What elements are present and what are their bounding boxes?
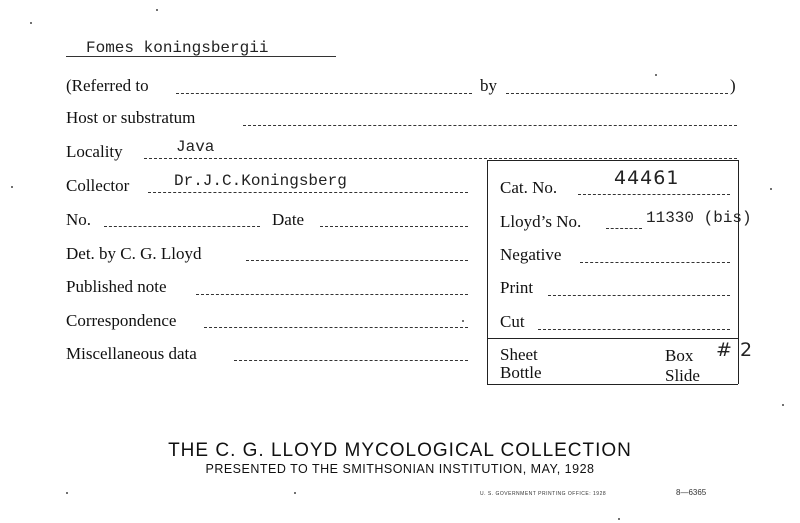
date-label: Date [272, 210, 305, 229]
cat-no-line [578, 194, 730, 195]
scan-speck [618, 518, 620, 520]
sheet-label: Sheet [500, 345, 538, 364]
negative-label: Negative [500, 245, 562, 264]
locality-value: Java [176, 138, 215, 156]
det-by-line [246, 260, 468, 261]
scan-speck [156, 9, 158, 11]
slide-label: Slide [665, 366, 700, 385]
species-name: Fomes koningsbergii [86, 39, 269, 57]
close-paren: ) [730, 76, 736, 95]
box-left-rule [487, 160, 488, 384]
published-note-label: Published note [66, 277, 167, 296]
scan-speck [294, 492, 296, 494]
cat-no-value: 44461 [614, 167, 680, 189]
lloyds-no-label: Lloyd’s No. [500, 212, 582, 231]
referred-to-label: (Referred to [66, 76, 149, 95]
scan-speck [462, 320, 464, 322]
bottle-label: Bottle [500, 363, 542, 382]
box-label: Box [665, 346, 694, 365]
scan-speck [782, 404, 784, 406]
scan-speck [770, 188, 772, 190]
collector-line [148, 192, 468, 193]
collector-label: Collector [66, 176, 130, 195]
print-line [548, 295, 730, 296]
negative-line [580, 262, 730, 263]
misc-data-line [234, 360, 468, 361]
scan-speck [11, 186, 13, 188]
det-by-label: Det. by C. G. Lloyd [66, 244, 202, 263]
published-note-line [196, 294, 468, 295]
box-value: # 2 [716, 339, 754, 361]
box-sheet-divider [487, 338, 738, 339]
print-label: Print [500, 278, 534, 297]
misc-data-label: Miscellaneous data [66, 344, 197, 363]
date-line [320, 226, 468, 227]
species-line [66, 56, 336, 57]
by-label: by [480, 76, 497, 95]
collection-title: THE C. G. LLOYD MYCOLOGICAL COLLECTION [168, 440, 632, 461]
referred-to-line [176, 93, 472, 94]
scan-speck [30, 22, 32, 24]
correspondence-line [204, 327, 468, 328]
locality-label: Locality [66, 142, 123, 161]
cat-no-label: Cat. No. [500, 178, 558, 197]
form-number: 8—6365 [676, 488, 707, 497]
lloyds-no-value: 11330 (bis) [646, 209, 752, 227]
no-label: No. [66, 210, 92, 229]
collection-subtitle: PRESENTED TO THE SMITHSONIAN INSTITUTION, MAY, 1928 [205, 462, 595, 476]
lloyds-no-line [606, 228, 642, 229]
printer-imprint: U. S. GOVERNMENT PRINTING OFFICE: 1928 [480, 491, 607, 497]
box-top-rule [487, 160, 738, 161]
locality-line [144, 158, 737, 159]
correspondence-label: Correspondence [66, 311, 177, 330]
cut-line [538, 329, 730, 330]
scan-speck [655, 74, 657, 76]
box-bottom-rule [487, 384, 738, 385]
cut-label: Cut [500, 312, 525, 331]
no-line [104, 226, 260, 227]
scan-speck [66, 492, 68, 494]
by-line [506, 93, 728, 94]
host-line [243, 125, 737, 126]
host-label: Host or substratum [66, 108, 196, 127]
collector-value: Dr.J.C.Koningsberg [174, 172, 347, 190]
